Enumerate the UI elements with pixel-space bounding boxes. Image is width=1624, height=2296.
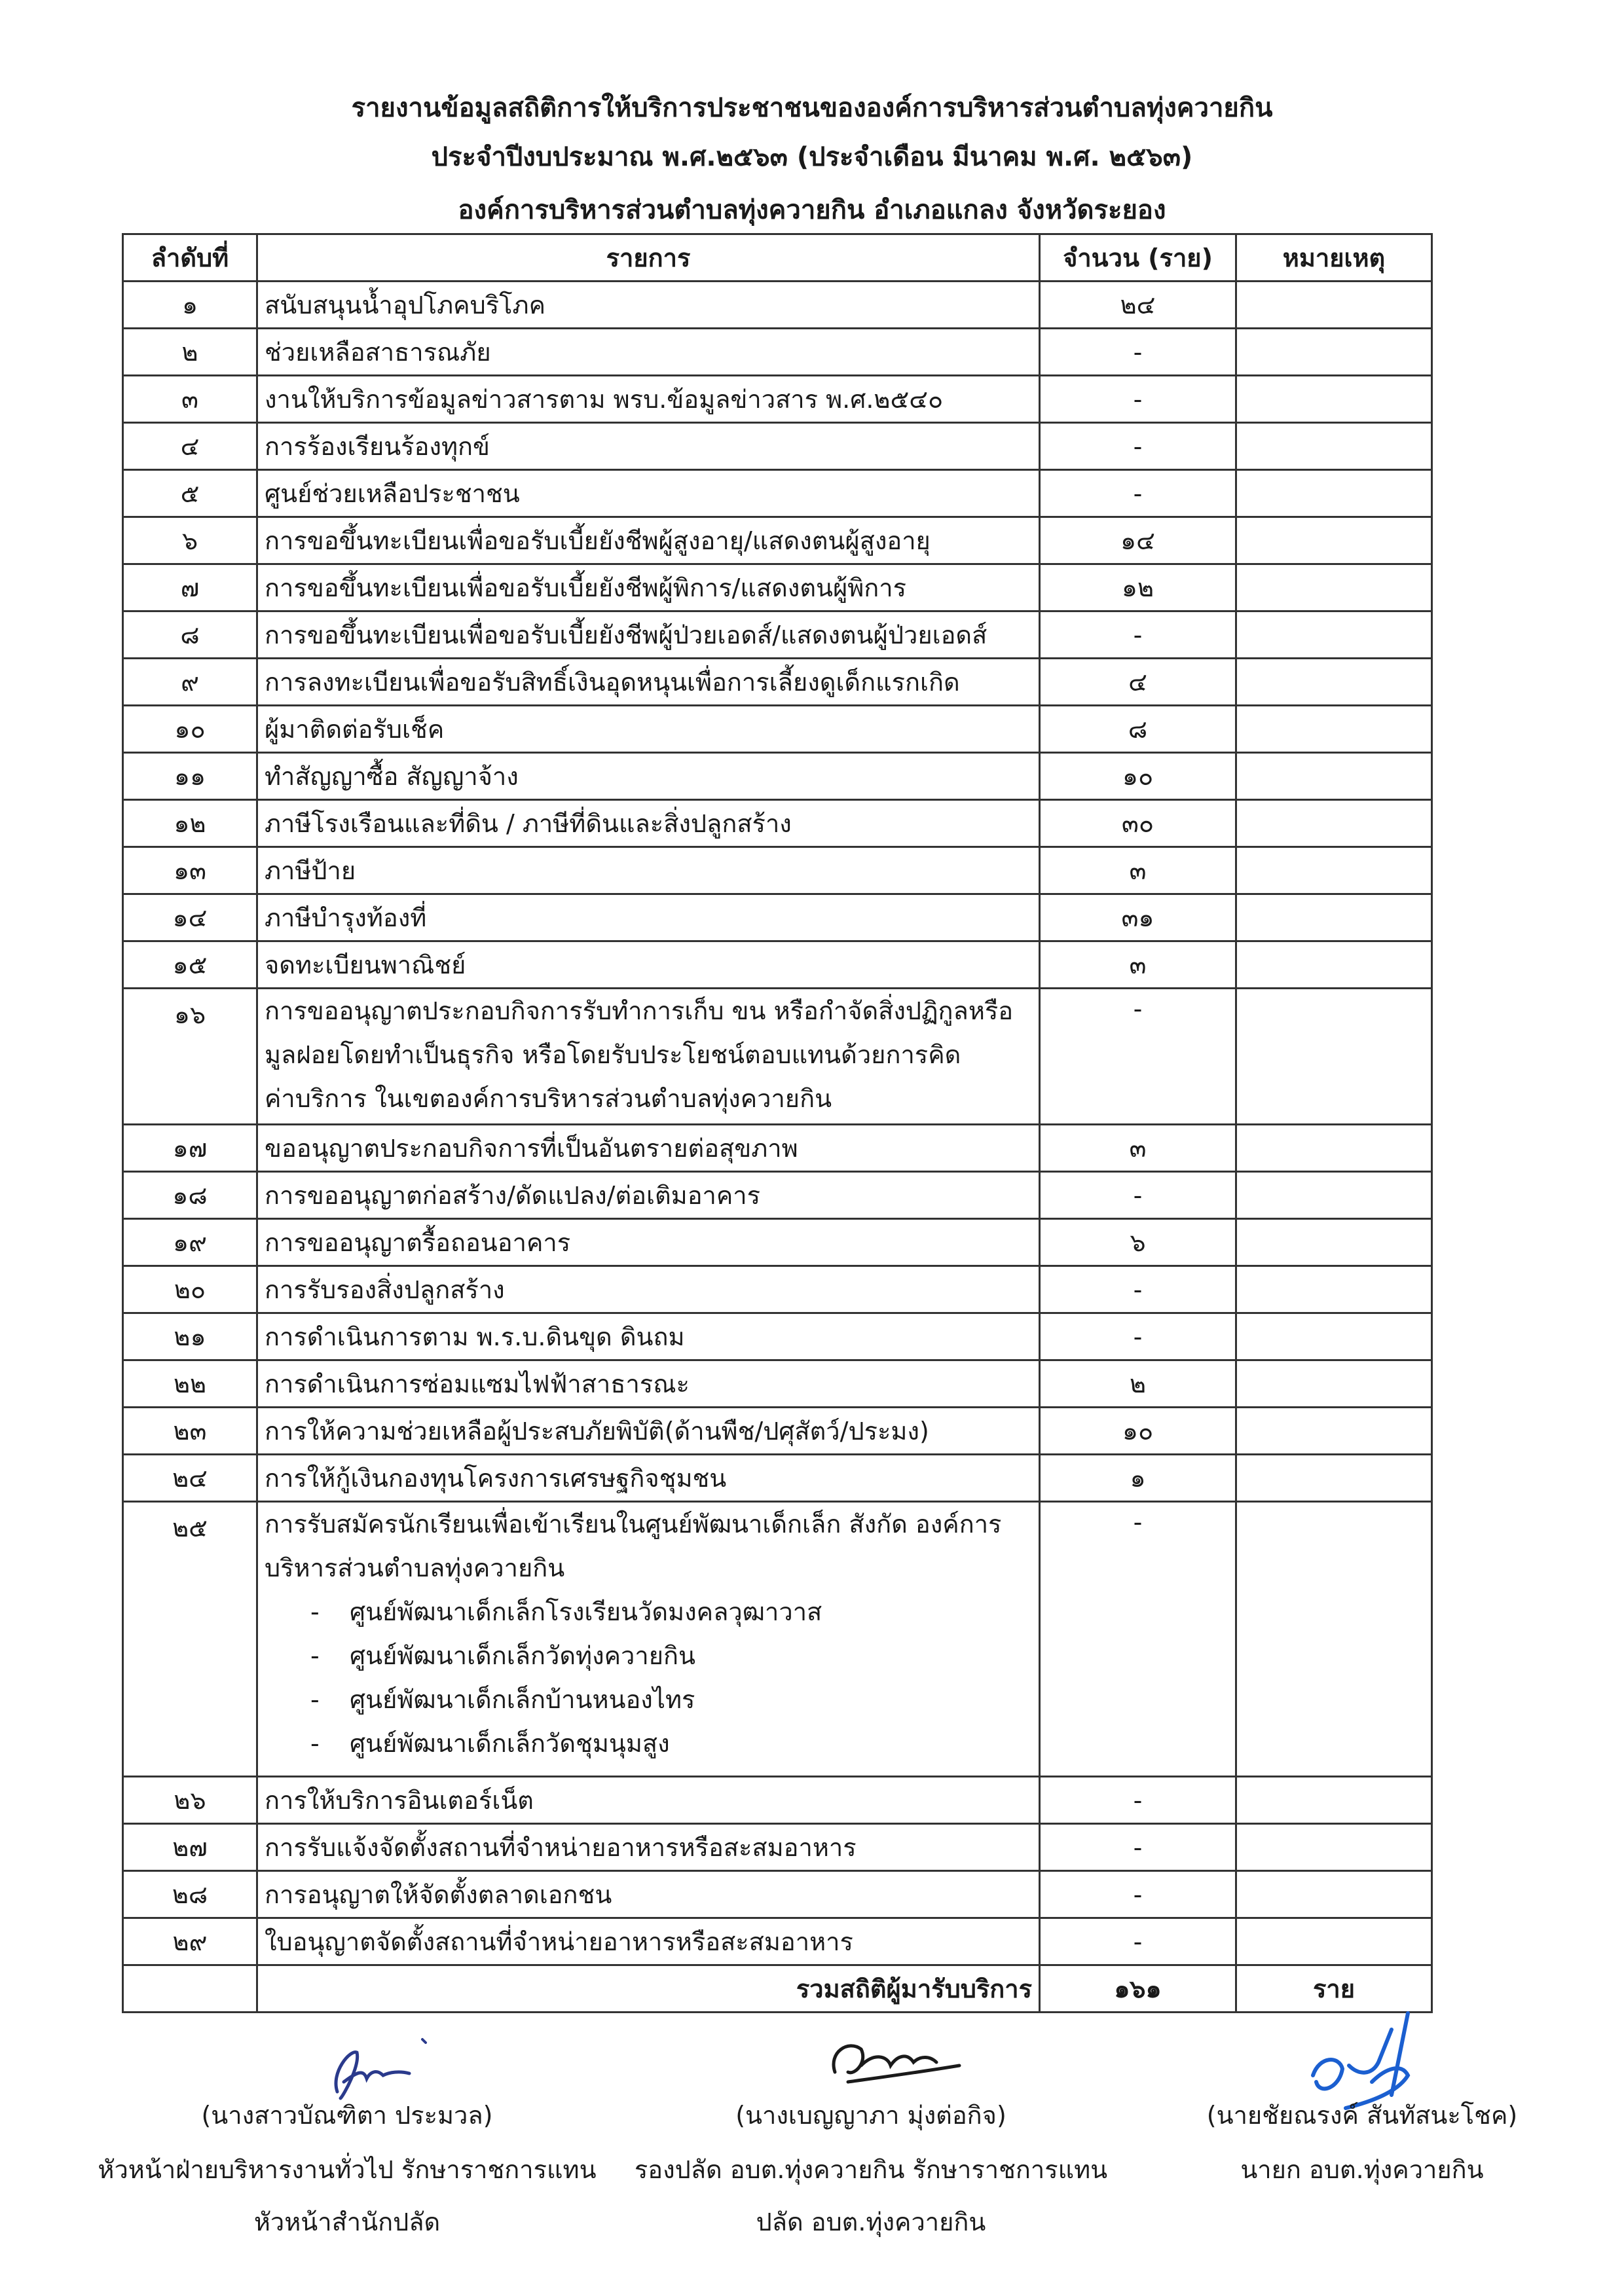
row-subitem bbox=[265, 1678, 1032, 1722]
row-count: ๑๒ bbox=[1040, 564, 1236, 611]
row-count: - bbox=[1040, 1502, 1236, 1777]
report-organization: องค์การบริหารส่วนตำบลทุ่งควายกิน อำเภอแกลง จังหวัดระยอง bbox=[458, 195, 1166, 225]
row-count: - bbox=[1040, 1266, 1236, 1313]
table-row bbox=[123, 1871, 1432, 1918]
row-count: - bbox=[1040, 1777, 1236, 1824]
row-no: ๕ bbox=[123, 470, 257, 517]
row-count: ๓ bbox=[1040, 941, 1236, 989]
signer-2-position-line-2: ปลัด อบต.ทุ่งควายกิน bbox=[756, 2208, 986, 2236]
row-remark bbox=[1236, 1871, 1432, 1918]
row-remark bbox=[1236, 847, 1432, 894]
row-no: ๒๐ bbox=[123, 1266, 257, 1313]
table-row bbox=[123, 376, 1432, 423]
subitem-label: ศูนย์พัฒนาเด็กเล็กบ้านหนองไทร bbox=[350, 1685, 695, 1714]
table-row bbox=[123, 941, 1432, 989]
header-remark: หมายเหตุ bbox=[1236, 234, 1432, 282]
row-remark bbox=[1236, 282, 1432, 329]
table-header-row bbox=[123, 234, 1432, 282]
row-count: - bbox=[1040, 1918, 1236, 1965]
row-count: - bbox=[1040, 423, 1236, 470]
row-remark bbox=[1236, 989, 1432, 1125]
row-no: ๑๒ bbox=[123, 800, 257, 847]
subitem-dash: - bbox=[310, 1641, 320, 1670]
row-item: การให้ความช่วยเหลือผู้ประสบภัยพิบัติ(ด้านพืช/ปศุสัตว์/ประมง) bbox=[257, 1408, 1040, 1455]
row-item: การขอขึ้นทะเบียนเพื่อขอรับเบี้ยยังชีพผู้ป่วยเอดส์/แสดงตนผู้ป่วยเอดส์ bbox=[257, 611, 1040, 659]
signer-3-name: (นายชัยณรงค์ สันทัสนะโชค) bbox=[1206, 2101, 1518, 2130]
row-remark bbox=[1236, 800, 1432, 847]
row-item: การรับรองสิ่งปลูกสร้าง bbox=[257, 1266, 1040, 1313]
table-row bbox=[123, 753, 1432, 800]
row-subitem bbox=[265, 1634, 1032, 1678]
table-row bbox=[123, 1408, 1432, 1455]
table-row bbox=[123, 894, 1432, 941]
row-no: ๑๖ bbox=[123, 989, 257, 1125]
signer-2-name: (นางเบญญาภา มุ่งต่อกิจ) bbox=[735, 2101, 1006, 2130]
row-no: ๒๓ bbox=[123, 1408, 257, 1455]
subitem-label: ศูนย์พัฒนาเด็กเล็กวัดชุมนุมสูง bbox=[350, 1729, 670, 1758]
signer-2-position-line-1: รองปลัด อบต.ทุ่งควายกิน รักษาราชการแทน bbox=[634, 2155, 1108, 2184]
row-count: ๔ bbox=[1040, 659, 1236, 706]
row-count: ๓๑ bbox=[1040, 894, 1236, 941]
row-item: ใบอนุญาตจัดตั้งสถานที่จำหน่ายอาหารหรือสะสมอาหาร bbox=[257, 1918, 1040, 1965]
row-item: งานให้บริการข้อมูลข่าวสารตาม พรบ.ข้อมูลข่าวสาร พ.ศ.๒๕๔๐ bbox=[257, 376, 1040, 423]
row-remark bbox=[1236, 1266, 1432, 1313]
row-count: ๓๐ bbox=[1040, 800, 1236, 847]
row-no: ๒๔ bbox=[123, 1455, 257, 1502]
row-count: - bbox=[1040, 1172, 1236, 1219]
row-count: ๘ bbox=[1040, 706, 1236, 753]
row-no: ๖ bbox=[123, 517, 257, 564]
row-remark bbox=[1236, 1172, 1432, 1219]
table-row bbox=[123, 1502, 1432, 1777]
row-remark bbox=[1236, 1313, 1432, 1360]
row-remark bbox=[1236, 423, 1432, 470]
table-row bbox=[123, 1313, 1432, 1360]
row-item: จดทะเบียนพาณิชย์ bbox=[257, 941, 1040, 989]
table-row bbox=[123, 1219, 1432, 1266]
row-count: ๒ bbox=[1040, 1360, 1236, 1408]
row-remark bbox=[1236, 1455, 1432, 1502]
row-remark bbox=[1236, 1502, 1432, 1777]
subitem-label: ศูนย์พัฒนาเด็กเล็กวัดทุ่งควายกิน bbox=[350, 1641, 695, 1670]
row-no: ๘ bbox=[123, 611, 257, 659]
row-item: ขออนุญาตประกอบกิจการที่เป็นอันตรายต่อสุขภาพ bbox=[257, 1125, 1040, 1172]
row-no: ๒๘ bbox=[123, 1871, 257, 1918]
signer-3-position-line-1: นายก อบต.ทุ่งควายกิน bbox=[1240, 2155, 1484, 2184]
row-item: การดำเนินการซ่อมแซมไฟฟ้าสาธารณะ bbox=[257, 1360, 1040, 1408]
total-label: รวมสถิติผู้มารับบริการ bbox=[257, 1965, 1040, 2013]
row-subitem bbox=[265, 1590, 1032, 1634]
row-count: ๓ bbox=[1040, 1125, 1236, 1172]
row-item: ภาษีบำรุงท้องที่ bbox=[257, 894, 1040, 941]
row-item: การขออนุญาตรื้อถอนอาคาร bbox=[257, 1219, 1040, 1266]
row-count: ๑๔ bbox=[1040, 517, 1236, 564]
row-item: ทำสัญญาซื้อ สัญญาจ้าง bbox=[257, 753, 1040, 800]
row-no: ๒๗ bbox=[123, 1824, 257, 1871]
row-item-line: การขออนุญาตประกอบกิจการรับทำการเก็บ ขน หรือกำจัดสิ่งปฏิกูลหรือ bbox=[265, 996, 1014, 1025]
row-no: ๑ bbox=[123, 282, 257, 329]
row-no: ๑๕ bbox=[123, 941, 257, 989]
table-row bbox=[123, 1125, 1432, 1172]
report-period: ประจำปีงบประมาณ พ.ศ.๒๕๖๓ (ประจำเดือน มีนาคม พ.ศ. ๒๕๖๓) bbox=[431, 142, 1193, 172]
row-item: การอนุญาตให้จัดตั้งตลาดเอกชน bbox=[257, 1871, 1040, 1918]
row-item: การขออนุญาตก่อสร้าง/ดัดแปลง/ต่อเติมอาคาร bbox=[257, 1172, 1040, 1219]
table-row bbox=[123, 423, 1432, 470]
table-row bbox=[123, 517, 1432, 564]
header-item: รายการ bbox=[257, 234, 1040, 282]
row-item: การขอขึ้นทะเบียนเพื่อขอรับเบี้ยยังชีพผู้พิการ/แสดงตนผู้พิการ bbox=[257, 564, 1040, 611]
table-row bbox=[123, 1172, 1432, 1219]
row-no: ๒๙ bbox=[123, 1918, 257, 1965]
row-item: ภาษีโรงเรือนและที่ดิน / ภาษีที่ดินและสิ่งปลูกสร้าง bbox=[257, 800, 1040, 847]
row-count: - bbox=[1040, 376, 1236, 423]
subitem-dash: - bbox=[310, 1729, 320, 1758]
row-no: ๔ bbox=[123, 423, 257, 470]
row-remark bbox=[1236, 1777, 1432, 1824]
row-item: ผู้มาติดต่อรับเช็ค bbox=[257, 706, 1040, 753]
row-remark bbox=[1236, 894, 1432, 941]
row-no: ๒๒ bbox=[123, 1360, 257, 1408]
total-count: ๑๖๑ bbox=[1040, 1965, 1236, 2013]
row-item: การให้บริการอินเตอร์เน็ต bbox=[257, 1777, 1040, 1824]
signer-1-position-line-2: หัวหน้าสำนักปลัด bbox=[253, 2208, 441, 2236]
row-no: ๑๙ bbox=[123, 1219, 257, 1266]
report-title: รายงานข้อมูลสถิติการให้บริการประชาชนขององค์การบริหารส่วนตำบลทุ่งควายกิน bbox=[351, 93, 1273, 123]
row-remark bbox=[1236, 1360, 1432, 1408]
row-count: - bbox=[1040, 470, 1236, 517]
row-count: - bbox=[1040, 611, 1236, 659]
total-no bbox=[123, 1965, 257, 2013]
table-row bbox=[123, 611, 1432, 659]
row-count: ๑ bbox=[1040, 1455, 1236, 1502]
table-row bbox=[123, 800, 1432, 847]
table-row bbox=[123, 282, 1432, 329]
row-no: ๒๖ bbox=[123, 1777, 257, 1824]
row-no: ๑๑ bbox=[123, 753, 257, 800]
subitem-dash: - bbox=[310, 1685, 320, 1714]
row-remark bbox=[1236, 517, 1432, 564]
total-unit: ราย bbox=[1236, 1965, 1432, 2013]
row-item bbox=[257, 1502, 1040, 1777]
row-no: ๙ bbox=[123, 659, 257, 706]
table-row bbox=[123, 329, 1432, 376]
row-item bbox=[257, 989, 1040, 1125]
row-count: - bbox=[1040, 329, 1236, 376]
row-item: การลงทะเบียนเพื่อขอรับสิทธิ์เงินอุดหนุนเพื่อการเลี้ยงดูเด็กแรกเกิด bbox=[257, 659, 1040, 706]
row-remark bbox=[1236, 564, 1432, 611]
row-count: - bbox=[1040, 1871, 1236, 1918]
row-count: ๖ bbox=[1040, 1219, 1236, 1266]
row-item: การรับแจ้งจัดตั้งสถานที่จำหน่ายอาหารหรือสะสมอาหาร bbox=[257, 1824, 1040, 1871]
row-count: ๑๐ bbox=[1040, 1408, 1236, 1455]
row-remark bbox=[1236, 611, 1432, 659]
signer-1-position-line-1: หัวหน้าฝ่ายบริหารงานทั่วไป รักษาราชการแทน bbox=[98, 2155, 597, 2184]
signer-1-name: (นางสาวบัณฑิตา ประมวล) bbox=[201, 2101, 493, 2130]
row-count: ๑๐ bbox=[1040, 753, 1236, 800]
row-no: ๓ bbox=[123, 376, 257, 423]
row-item: ศูนย์ช่วยเหลือประชาชน bbox=[257, 470, 1040, 517]
row-count: - bbox=[1040, 1313, 1236, 1360]
row-item-line: บริหารส่วนตำบลทุ่งควายกิน bbox=[265, 1554, 565, 1582]
row-item-line: การรับสมัครนักเรียนเพื่อเข้าเรียนในศูนย์พัฒนาเด็กเล็ก สังกัด องค์การ bbox=[265, 1510, 1002, 1539]
row-remark bbox=[1236, 1125, 1432, 1172]
row-remark bbox=[1236, 329, 1432, 376]
row-no: ๑๔ bbox=[123, 894, 257, 941]
row-no: ๑๘ bbox=[123, 1172, 257, 1219]
row-item: การดำเนินการตาม พ.ร.บ.ดินขุด ดินถม bbox=[257, 1313, 1040, 1360]
row-no: ๒๑ bbox=[123, 1313, 257, 1360]
row-no: ๑๗ bbox=[123, 1125, 257, 1172]
table-row bbox=[123, 989, 1432, 1125]
row-no: ๒ bbox=[123, 329, 257, 376]
table-row bbox=[123, 1266, 1432, 1313]
table-row bbox=[123, 1360, 1432, 1408]
table-row bbox=[123, 847, 1432, 894]
table-row bbox=[123, 1777, 1432, 1824]
table-row bbox=[123, 706, 1432, 753]
row-remark bbox=[1236, 376, 1432, 423]
row-remark bbox=[1236, 941, 1432, 989]
row-no: ๑๐ bbox=[123, 706, 257, 753]
row-remark bbox=[1236, 1918, 1432, 1965]
header-no: ลำดับที่ bbox=[123, 234, 257, 282]
signature-2 bbox=[809, 2026, 979, 2098]
row-no: ๗ bbox=[123, 564, 257, 611]
row-remark bbox=[1236, 1408, 1432, 1455]
row-count: ๓ bbox=[1040, 847, 1236, 894]
row-item: การร้องเรียนร้องทุกข์ bbox=[257, 423, 1040, 470]
row-no: ๒๕ bbox=[123, 1502, 257, 1777]
row-item-line: มูลฝอยโดยทำเป็นธุรกิจ หรือโดยรับประโยชน์ตอบแทนด้วยการคิด bbox=[265, 1040, 961, 1069]
row-count: - bbox=[1040, 989, 1236, 1125]
table-row bbox=[123, 470, 1432, 517]
row-item: สนับสนุนน้ำอุปโภคบริโภค bbox=[257, 282, 1040, 329]
total-row bbox=[123, 1965, 1432, 2013]
statistics-table bbox=[122, 233, 1433, 2013]
table-row bbox=[123, 1918, 1432, 1965]
row-remark bbox=[1236, 706, 1432, 753]
table-row bbox=[123, 1455, 1432, 1502]
row-no: ๑๓ bbox=[123, 847, 257, 894]
table-row bbox=[123, 1824, 1432, 1871]
row-subitem bbox=[265, 1722, 1032, 1766]
row-remark bbox=[1236, 1824, 1432, 1871]
table-row bbox=[123, 564, 1432, 611]
row-item-line: ค่าบริการ ในเขตองค์การบริหารส่วนตำบลทุ่งควายกิน bbox=[265, 1084, 832, 1113]
row-item: ช่วยเหลือสาธารณภัย bbox=[257, 329, 1040, 376]
subitem-label: ศูนย์พัฒนาเด็กเล็กโรงเรียนวัดมงคลวุฒาวาส bbox=[350, 1597, 822, 1626]
row-count: ๒๔ bbox=[1040, 282, 1236, 329]
row-item: การขอขึ้นทะเบียนเพื่อขอรับเบี้ยยังชีพผู้สูงอายุ/แสดงตนผู้สูงอายุ bbox=[257, 517, 1040, 564]
row-remark bbox=[1236, 1219, 1432, 1266]
row-remark bbox=[1236, 659, 1432, 706]
row-remark bbox=[1236, 753, 1432, 800]
table-row bbox=[123, 659, 1432, 706]
header-count: จำนวน (ราย) bbox=[1040, 234, 1236, 282]
row-remark bbox=[1236, 470, 1432, 517]
row-count: - bbox=[1040, 1824, 1236, 1871]
row-item: การให้กู้เงินกองทุนโครงการเศรษฐกิจชุมชน bbox=[257, 1455, 1040, 1502]
row-item: ภาษีป้าย bbox=[257, 847, 1040, 894]
subitem-dash: - bbox=[310, 1597, 320, 1626]
